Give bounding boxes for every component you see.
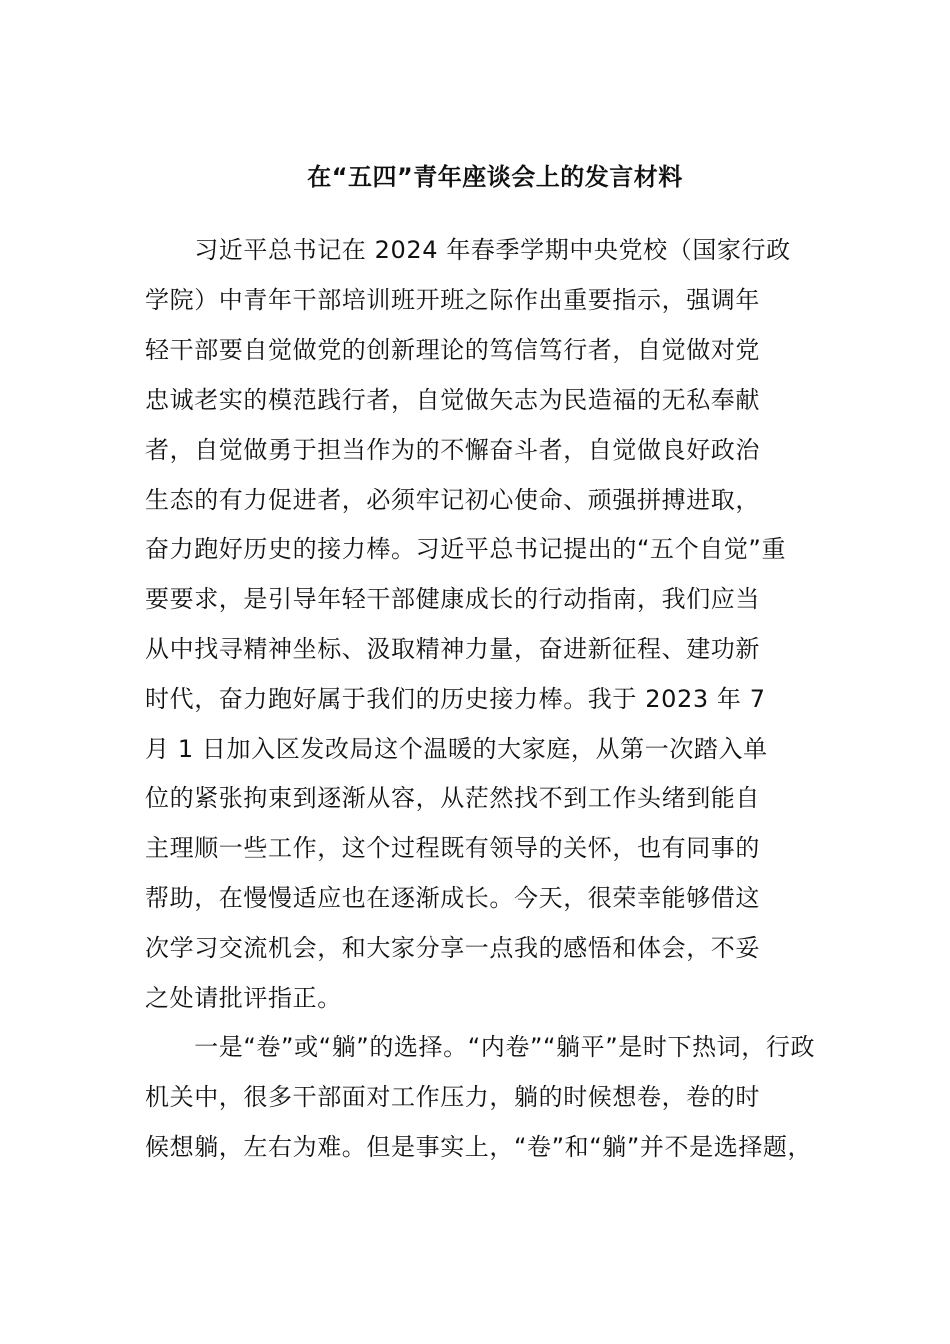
- paragraph-line: 学院）中青年干部培训班开班之际作出重要指示，强调年: [145, 286, 760, 314]
- paragraph-line: 奋力跑好历史的接力棒。习近平总书记提出的“五个自觉”重: [145, 535, 787, 563]
- paragraph-line: 生态的有力促进者，必须牢记初心使命、顽强拼搏进取，: [145, 486, 760, 514]
- paragraph-line: 习近平总书记在 2024 年春季学期中央党校（国家行政: [145, 236, 791, 264]
- paragraph-line: 候想躺，左右为难。但是事实上，“卷”和“躺”并不是选择题，: [145, 1133, 813, 1161]
- paragraph-line: 要要求，是引导年轻干部健康成长的行动指南，我们应当: [145, 585, 760, 613]
- paragraph-line: 轻干部要自觉做党的创新理论的笃信笃行者，自觉做对党: [145, 336, 760, 364]
- paragraph-line: 次学习交流机会，和大家分享一点我的感悟和体会，不妥: [145, 934, 760, 962]
- paragraph-line: 者，自觉做勇于担当作为的不懈奋斗者，自觉做良好政治: [145, 436, 760, 464]
- paragraph-line: 月 1 日加入区发改局这个温暖的大家庭，从第一次踏入单: [145, 735, 768, 763]
- paragraph-line: 一是“卷”或“躺”的选择。“内卷”“躺平”是时下热词，行政: [145, 1033, 816, 1061]
- paragraph-line: 机关中，很多干部面对工作压力，躺的时候想卷，卷的时: [145, 1083, 760, 1111]
- document-title: 在“五四”青年座谈会上的发言材料: [307, 163, 683, 191]
- paragraph-line: 帮助，在慢慢适应也在逐渐成长。今天，很荣幸能够借这: [145, 884, 760, 912]
- paragraph-line: 之处请批评指正。: [145, 984, 342, 1012]
- paragraph-line: 主理顺一些工作，这个过程既有领导的关怀，也有同事的: [145, 834, 760, 862]
- paragraph-line: 时代，奋力跑好属于我们的历史接力棒。我于 2023 年 7: [145, 685, 766, 713]
- paragraph-line: 忠诚老实的模范践行者，自觉做矢志为民造福的无私奉献: [145, 386, 760, 414]
- paragraph-line: 位的紧张拘束到逐渐从容，从茫然找不到工作头绪到能自: [145, 784, 760, 812]
- paragraph-line: 从中找寻精神坐标、汲取精神力量，奋进新征程、建功新: [145, 635, 760, 663]
